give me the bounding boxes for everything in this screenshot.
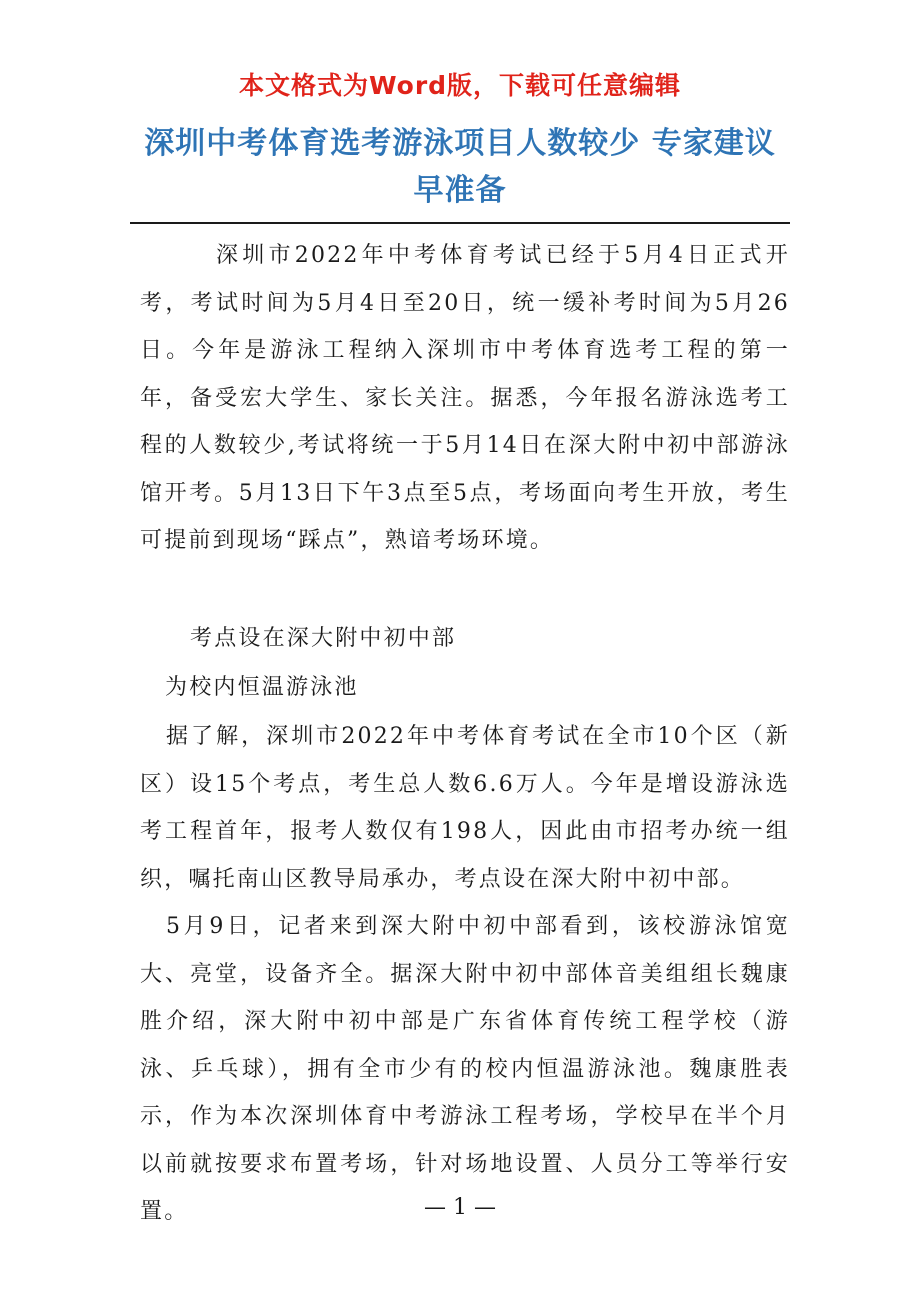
paragraph-exam-overview: 据了解，深圳市2022年中考体育考试在全市10个区（新区）设15个考点，考生总人数6.6万人。今年是增设游泳选考工程首年，报考人数仅有198人，因此由市招考办统一组织，嘱托南山区教导局承办，考点设在深大附中初中部。 [140,724,790,892]
paragraph-school-visit: 5月9日，记者来到深大附中初中部看到，该校游泳馆宽大、亮堂，设备齐全。据深大附中初中部体音美组组长魏康胜介绍，深大附中初中部是广东省体育传统工程学校（游泳、乒乓球），拥有全市少有的校内恒温游泳池。魏康胜表示，作为本次深圳体育中考游泳工程考场，学校早在半个月以前就按要求布置考场，针对场地设置、人员分工等举行安置。 [140,914,790,1224]
page-number: — 1 — [424,1195,496,1220]
subheading-exam-site: 考点设在深大附中初中部 [190,626,457,651]
title-divider [130,222,790,224]
format-notice-banner: 本文格式为Word版，下载可任意编辑 [238,71,682,100]
article-title: 深圳中考体育选考游泳项目人数较少 专家建议早准备 [144,126,776,208]
subheading-pool: 为校内恒温游泳池 [165,675,359,700]
paragraph-intro: 深圳市2022年中考体育考试已经于5月4日正式开考，考试时间为5月4日至20日，统一缓补考时间为5月26日。今年是游泳工程纳入深圳市中考体育选考工程的第一年，备受宏大学生、家长关注。据悉，今年报名游泳选考工程的人数较少,考试将统一于5月14日在深大附中初中部游泳馆开考。5月13日下午3点至5点，考场面向考生开放，考生可提前到现场“踩点”，熟谙考场环境。 [140,243,790,553]
